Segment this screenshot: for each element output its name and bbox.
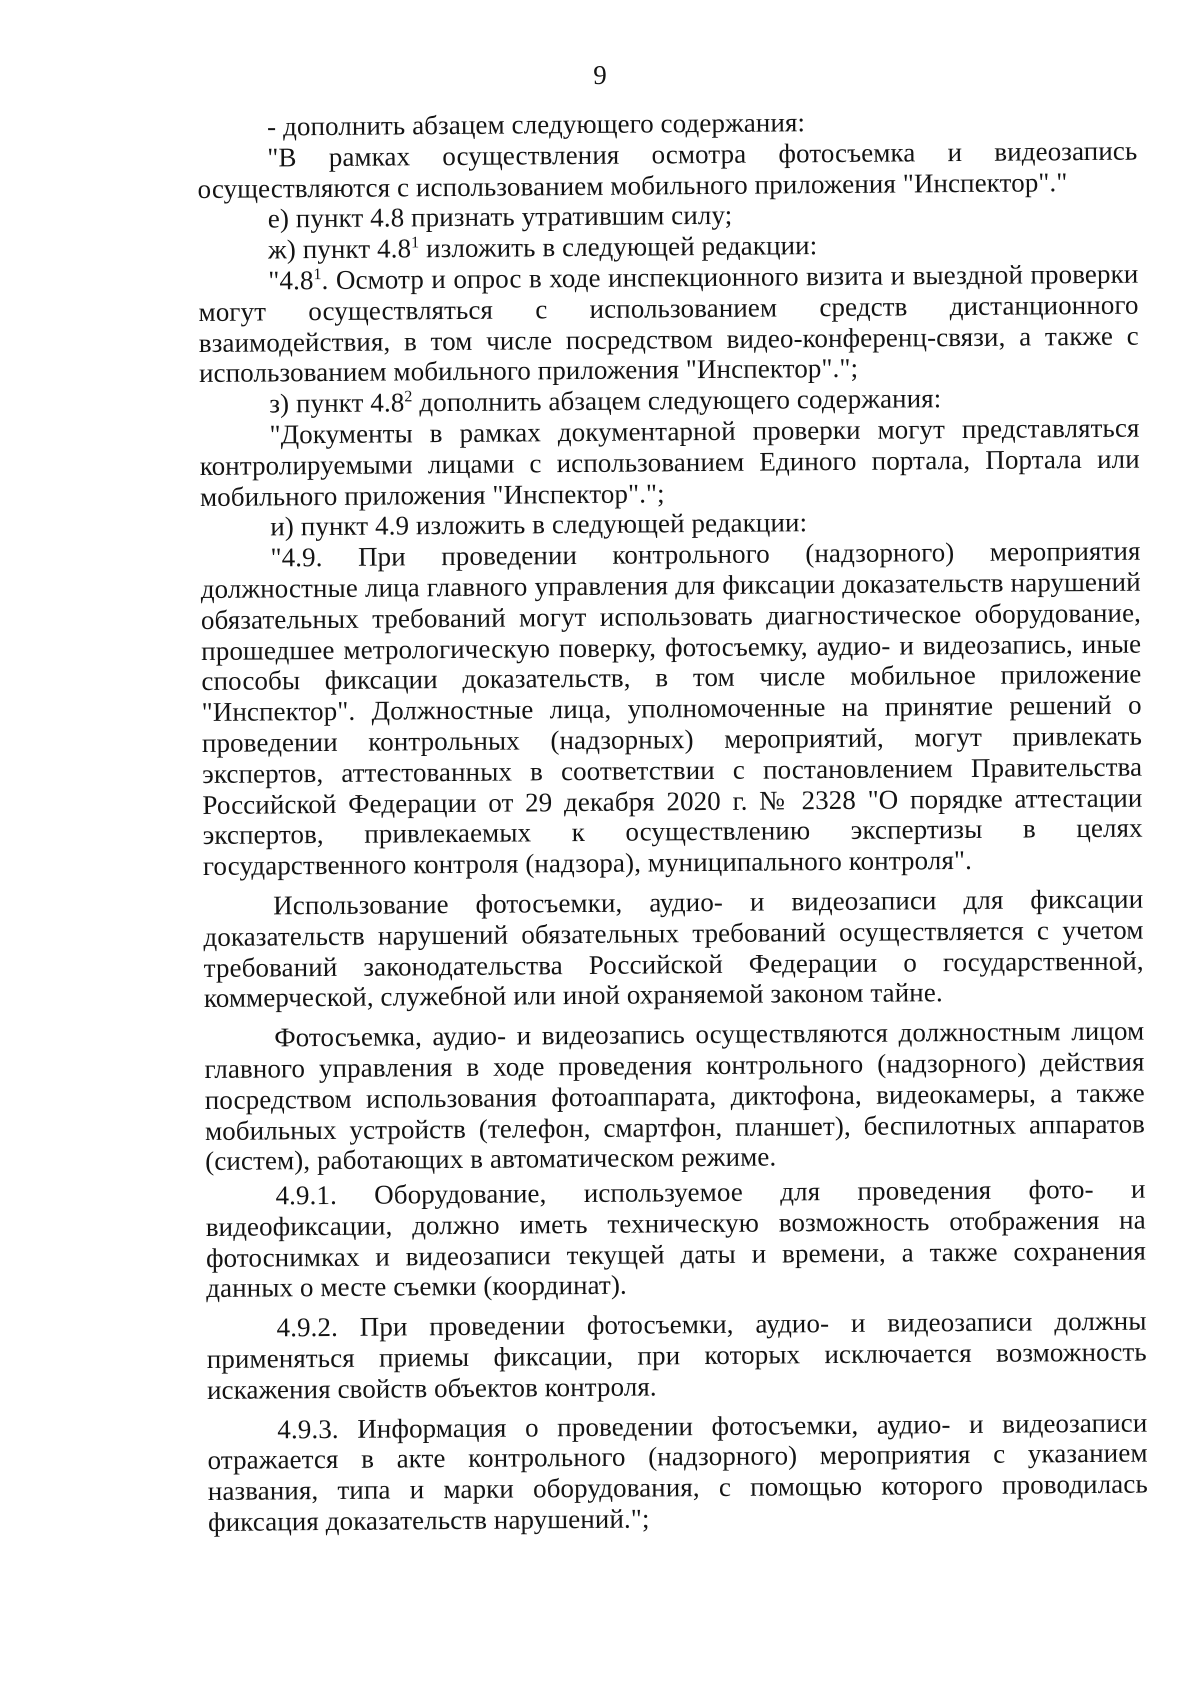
- item-zh-tail: изложить в следующей редакции:: [419, 230, 818, 264]
- paragraph-4-9: "4.9. При проведении контрольного (надзорного) мероприятия должностные лица главного управления для фиксации доказательств нарушений обязательных требований могут использовать диагностическое оборудование, прошедшее метрологическую поверку, фотосъемку, аудио- и видеозапись, иные способы фиксации доказательств, в том числе мобильное приложение "Инспектор". Должностные лица, уполномоченные на принятие решений о проведении контрольных (надзорных) мероприятий, могут привлекать экспертов, аттестованных в соответствии с постановлением Правительства Российской Федерации от 29 декабря 2020 г. № 2328 "О порядке аттестации экспертов, привлекаемых к осуществлению экспертизы в целях государственного контроля (надзора), муниципального контроля".: [200, 535, 1143, 882]
- paragraph-4-9-1: 4.9.1. Оборудование, используемое для проведения фото- и видеофиксации, должно иметь техническую возможность отображения на фотоснимках и видеозаписи текущей даты и времени, а также сохранения данных о месте съемки (координат).: [205, 1173, 1147, 1304]
- paragraph-4-9-2: 4.9.2. При проведении фотосъемки, аудио- и видеозаписи должны применяться приемы фиксации, при которых исключается возможность искажения свойств объектов контроля.: [206, 1305, 1147, 1405]
- document-body: [197, 105, 1148, 1538]
- item-z-text: з) пункт 4.8: [269, 387, 405, 419]
- paragraph-photo-execution: Фотосъемка, аудио- и видеозапись осуществляются должностным лицом главного управления в ходе проведения контрольного (надзорного) действия посредством использования фотоаппарата, диктофона, видеокамеры, а также мобильных устройств (телефон, смартфон, планшет), беспилотных аппаратов (систем), работающих в автоматическом режиме.: [204, 1015, 1146, 1177]
- clause-4-8-1-text: . Осмотр и опрос в ходе инспекционного визита и выездной проверки могут осуществляться с использованием средств дистанционного взаимодействия, в том числе посредством видео-конференц-связи, а также с использованием мобильного приложения "Инспектор".";: [198, 258, 1139, 389]
- paragraph-4-8-1: [198, 259, 1139, 390]
- paragraph-documents-portal: "Документы в рамках документарной проверки могут представляться контролируемыми лицами с использованием Единого портала, Портала или мобильного приложения "Инспектор".";: [199, 412, 1140, 512]
- paragraph-photo-usage: Использование фотосъемки, аудио- и видеозаписи для фиксации доказательств нарушений обязательных требований осуществляется с учетом требований законодательства Российской Федерации о государственной, коммерческой, служебной или иной охраняемой законом тайне.: [203, 883, 1144, 1014]
- paragraph-add-clause-intro: - дополнить абзацем следующего содержания:: [266, 107, 806, 142]
- paragraph-item-i: и) пункт 4.9 изложить в следующей редакции:: [270, 507, 808, 542]
- paragraph-item-e: е) пункт 4.8 признать утратившим силу;: [267, 200, 733, 234]
- paragraph-inspection-photo-video: "В рамках осуществления осмотра фотосъемка и видеозапись осуществляются с использованием мобильного приложения "Инспектор".": [197, 135, 1138, 204]
- item-zh-superscript: 1: [411, 234, 420, 252]
- item-zh-text: ж) пункт 4.8: [267, 233, 412, 265]
- page-number: 9: [593, 60, 607, 90]
- clause-4-8-1-number: "4.8: [268, 265, 314, 296]
- paragraph-4-9-3: 4.9.3. Информация о проведении фотосъемки, аудио- и видеозаписи отражается в акте контрольного (надзорного) мероприятия с указанием названия, типа и марки оборудования, с помощью которого проводилась фиксация доказательств нарушений.";: [207, 1407, 1148, 1538]
- clause-4-8-1-superscript: 1: [313, 266, 322, 284]
- item-z-superscript: 2: [404, 388, 413, 406]
- item-z-tail: дополнить абзацем следующего содержания:: [412, 383, 942, 418]
